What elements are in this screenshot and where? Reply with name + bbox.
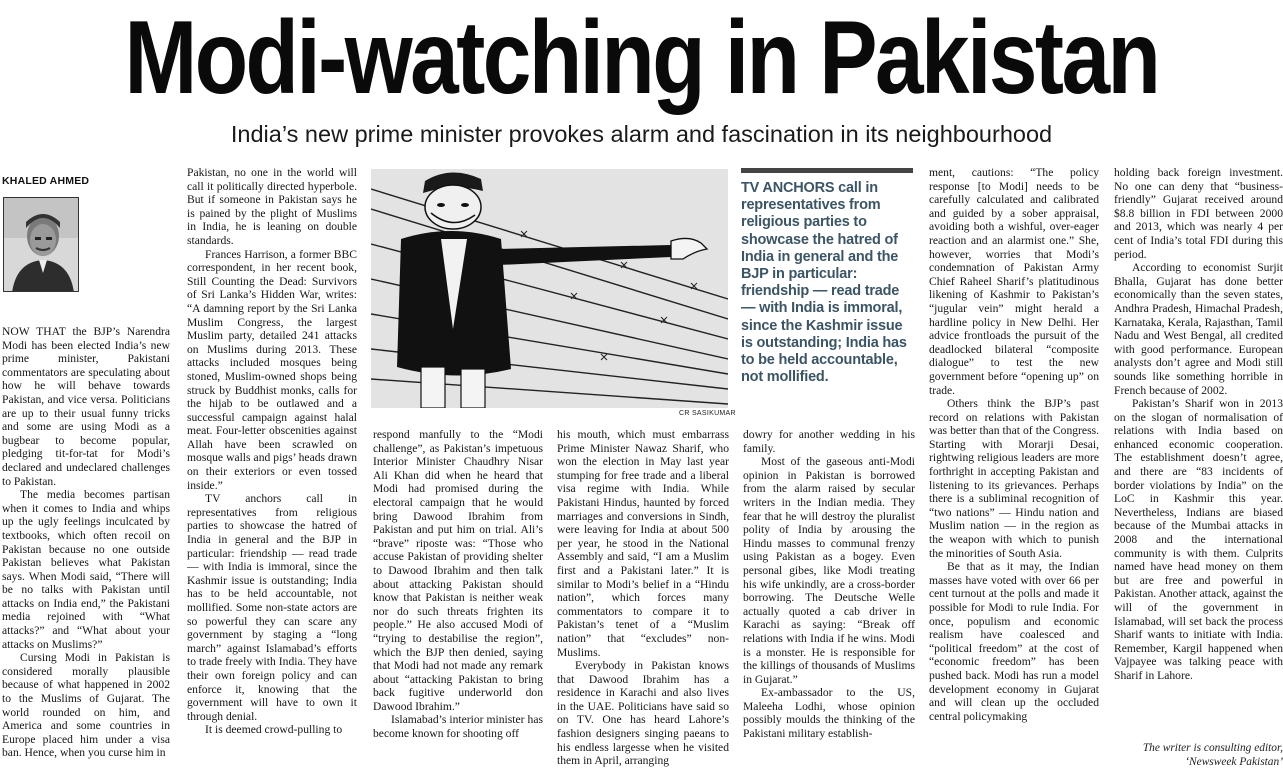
paragraph: respond manfully to the “Modi challenge”, as Pakistan’s impetuous Interior Minister Chaudhry Nisar Ali Khan did when he heard that Modi had promised during the electoral campaign that he would bring Dawood Ibrahim from Pakistan and put him on trial. Ali’s “brave” riposte was: “Those who accuse Pakistan of providing shelter to Dawood Ibrahim and then talk about attacking Pakistan should know that Pakistan is neither weak nor do such threats frighten its people.” He also accused Modi of “trying to destabilise the region”, which the BJP then denied, saying that Modi had not made any remark about “attacking Pakistan to bring back fugitive underworld don Dawood Ibrahim.” [373, 428, 543, 713]
headline: Modi-watching in Pakistan [124, 0, 1159, 116]
author-note-line: ‘Newsweek Pakistan’ [1185, 756, 1283, 768]
paragraph: According to economist Surjit Bhalla, Gujarat has done better economically than the seven states, Andhra Pradesh, Himachal Pradesh, Karnataka, Kerala, Rajasthan, Tamil Nadu and West Bengal, all credited with good performance. European analysts don’t agree and Modi still sounds like something horrible in French because of 2002. [1114, 261, 1283, 397]
column-7 [1114, 166, 1283, 738]
paragraph: Islamabad’s interior minister has become known for shooting off [373, 713, 543, 741]
byline: KHALED AHMED [2, 175, 90, 187]
paragraph: Pakistan, no one in the world will call it politically directed hyperbole. But if someone in Pakistan says he is pained by the plight of Muslims in India, he is leaning on double standards. [187, 166, 357, 247]
column-2 [187, 166, 357, 780]
column-4 [557, 428, 729, 780]
paragraph: It is deemed crowd-pulling to [205, 723, 343, 737]
paragraph: Ex-ambassador to the US, Maleeha Lodhi, whose opinion possibly moulds the thinking of the Pakistani military establish- [743, 686, 915, 741]
paragraph: dowry for another wedding in his family. [743, 428, 915, 455]
paragraph: Be that as it may, the Indian masses have voted with over 66 per cent turnout at the polls and made it possible for Modi to rule India. For once, populism and economic realism have coalesced and “political freedom” at the cost of “economic freedom” has been pushed back. Modi has run a model development economy in Gujarat and will clean up the occluded central policymaking [929, 560, 1099, 723]
paragraph: Others think the BJP’s past record on relations with Pakistan was better than that of the Congress. Starting with Morarji Desai, rightwing religious leaders are more forthright in accepting Pakistan and listening to its grievances. Perhaps there is a subliminal recognition of “two nations” — Hindu nation and Muslim nation — in the region as the weapon with which to punish the minorities of South Asia. [929, 397, 1099, 560]
paragraph: NOW THAT the BJP’s Narendra Modi has been elected India’s new prime minister, Pakistani commentators are speculating about how he will behave towards Pakistan, and vice versa. Politicians are up to their usual funny tricks and some are using Modi as a bugbear to become popular, pledging tit-for-tat for Modi’s declared and undeclared challenges to Pakistan. [2, 325, 170, 488]
pullquote: TV ANCHORS call in representatives from religious parties to showcase the hatred of India in general and the BJP in particular: friendship — read trade — with India is immoral, since the Kashmir issue is outstanding; India has to be held accountable, not mollified. [741, 180, 907, 386]
paragraph: Pakistan’s Sharif won in 2013 on the slogan of normalisation of relations with India based on enhanced economic cooperation. The establishment doesn’t agree, and there are “83 incidents of border violations by India” on the LoC in Kashmir this year. Nevertheless, Indians are biased because of the Mumbai attacks in 2008 and the international community is with them. Culprits named have head money on them but are free and powerful in Pakistan. Another attack, against the will of the government in Islamabad, will set back the process Sharif wants to initiate with India. Remember, Kargil happened when Vajpayee was talking peace with Sharif in Lahore. [1114, 397, 1283, 682]
column-3 [373, 428, 543, 780]
paragraph: Everybody in Pakistan knows that Dawood Ibrahim has a residence in Karachi and also lives in the UAE. Politicians have said so on TV. One has heard Lahore’s fashion designers singing paeans to his endless largesse when he visited them in April, arranging [557, 659, 729, 768]
paragraph: Frances Harrison, a former BBC correspondent, in her recent book, Still Counting the Dead: Survivors of Sri Lanka’s Hidden War, writes: “A damning report by the Sri Lanka Muslim Congress, the largest Muslim party, detailed 241 attacks on Muslims during 2013. These attacks included mosques being stoned, Muslim-owned shops being struck by Buddhist monks, calls for the hijab to be outlawed and a successful campaign against halal meat. Four-letter obscenities against Allah have been scrawled on mosque walls and pigs’ heads drawn on their exteriors or even tossed inside.” [187, 247, 357, 492]
paragraph: Cursing Modi in Pakistan is considered morally plausible because of what happened in 2002 to the Muslims of Gujarat. The world rounded on him, and America and some countries in Europe placed him under a visa ban. Hence, when you curse him in [2, 651, 170, 760]
cartoon-credit: CR SASIKUMAR [679, 410, 736, 417]
paragraph: ment, cautions: “The policy response [to Modi] needs to be carefully calculated and calibrated and guided by a sober appraisal, avoiding both a wishful, over-eager reaction and an alarmist one.” She, however, worries that Modi’s condemnation of Pakistan Army Chief Raheel Sharif’s platitudinous likening of Kashmir to Pakistan’s “jugular vein” might herald a hardline policy in New Delhi. Her advice frontloads the pursuit of the deadlocked bilateral “composite dialogue” to test the new government before “opening up” on trade. [929, 166, 1099, 397]
author-note-line: The writer is consulting editor, [1142, 742, 1283, 754]
author-note [1110, 741, 1283, 769]
pullquote-top-rule [741, 168, 913, 173]
column-5 [743, 428, 915, 780]
paragraph: TV anchors call in representatives from religious parties to showcase the hatred of India in general and the BJP in particular: friendship — read trade — with India is immoral, since the Kashmir issue is outstanding; India has to be held accountable, not mollified. Some non-state actors are so powerful they can scare any government by staging a “long march” against Islamabad’s efforts to trade freely with India. They have their own foreign policy and can enforce it, knowing that the government will have to own it through denial. [187, 492, 357, 723]
subheadline: India’s new prime minister provokes alarm and fascination in its neighbourhood [230, 121, 1053, 147]
author-photo [3, 197, 79, 292]
column-6 [929, 166, 1099, 780]
paragraph: The media becomes partisan when it comes to India and whips up the ugly feelings inculcated by textbooks, which often recoil on Pakistan because no one outside Pakistan believes what Pakistan says. When Modi said, “There will be no talks with Pakistan until attacks on India end,” the Pakistani media rejoined with “What attacks?” and “What about your attacks on Muslims?” [2, 488, 170, 651]
column-1 [2, 325, 170, 780]
paragraph: Most of the gaseous anti-Modi opinion in Pakistan is borrowed from the alarm raised by secular writers in the Indian media. They fear that he will destroy the pluralist polity of India by arousing the Hindu masses to communal frenzy using Pakistan as a bogey. Even personal gibes, like Modi treating his wife unkindly, are a cross-border borrowing. The Deutsche Welle actually quoted a cab driver in Karachi as saying: “Break off relations with India if he wins. Modi is a monster. He is responsible for the killings of thousands of Muslims in Gujarat.” [743, 455, 915, 686]
editorial-cartoon [371, 169, 728, 408]
paragraph: holding back foreign investment. No one can deny that “business-friendly” Gujarat received around $8.8 billion in FDI between 2000 and 2013, which was nearly 4 per cent of India’s total FDI during this period. [1114, 166, 1283, 261]
paragraph: his mouth, which must embarrass Prime Minister Nawaz Sharif, who won the election in May last year stumping for free trade and a liberal visa regime with India. While Pakistani Hindus, haunted by forced marriages and conversions in Sindh, were leaving for India at about 500 per year, he stood in the National Assembly and said, “I am a Muslim first and a Pakistani later.” It is similar to Modi’s belief in a “Hindu nation”, which forces many commentators to compare it to Pakistan’s tenet of a “Muslim nation” that “excludes” non-Muslims. [557, 428, 729, 659]
